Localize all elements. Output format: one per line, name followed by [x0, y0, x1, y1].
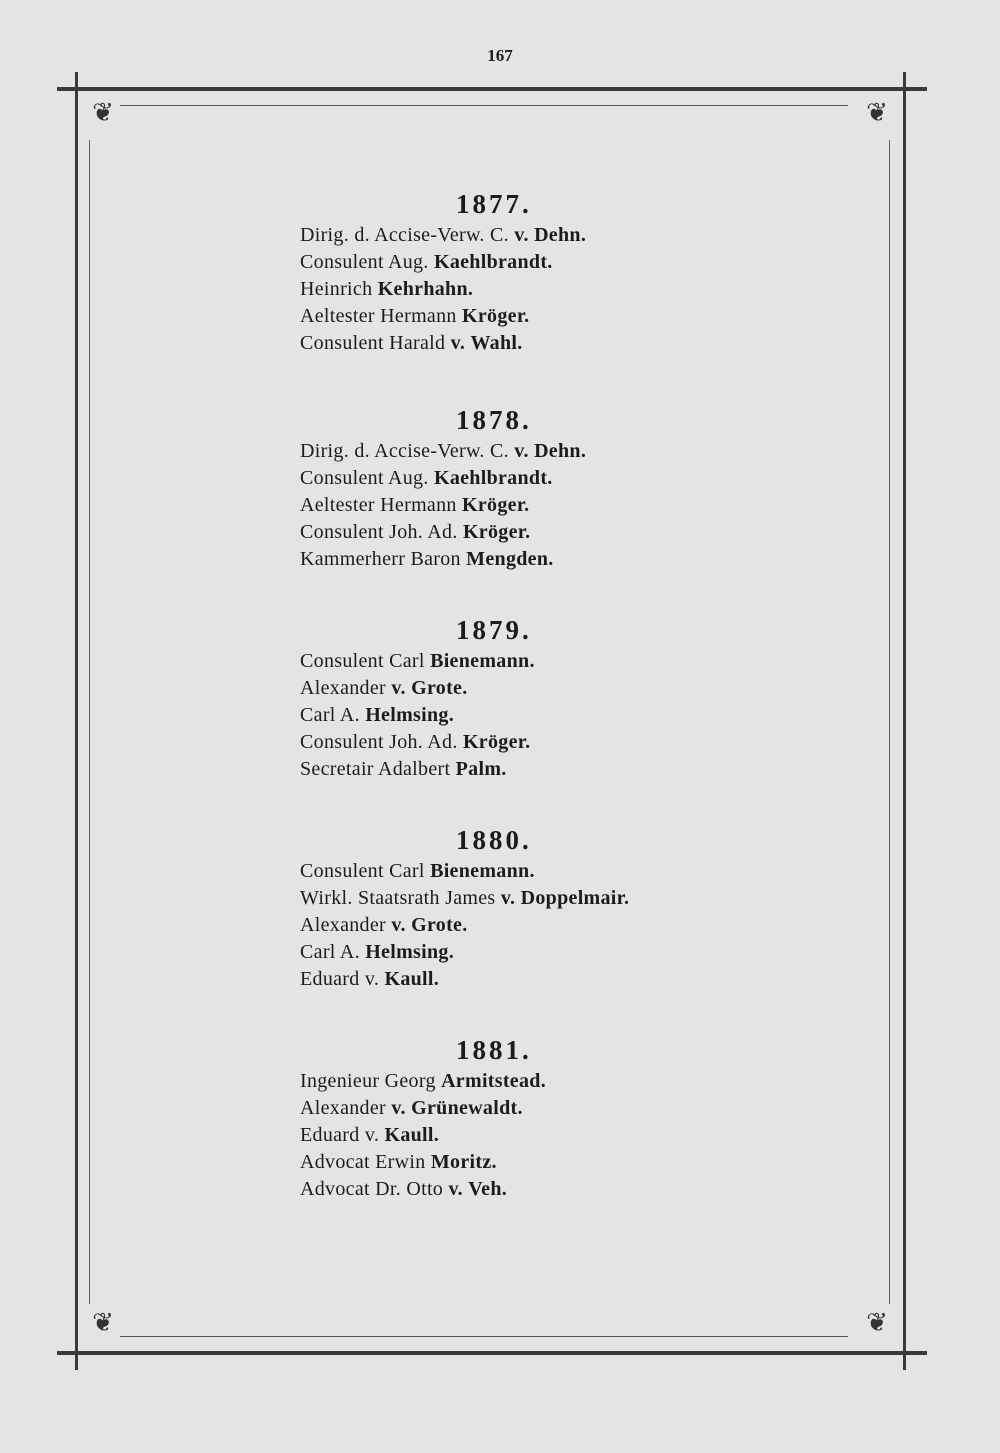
entry-prefix: Consulent Carl — [300, 860, 425, 882]
entry-prefix: Secretair Adalbert — [300, 758, 451, 780]
list-item — [300, 276, 780, 303]
entry-prefix: Dirig. d. Accise-Verw. C. — [300, 224, 509, 246]
entry-particle: v. — [391, 677, 406, 699]
list-item — [300, 492, 780, 519]
year-heading: 1881. — [456, 1035, 532, 1065]
entry-surname: Wahl. — [470, 332, 523, 354]
list-item — [300, 885, 780, 912]
entry-surname: Grote. — [411, 677, 468, 699]
entry-surname: Mengden. — [466, 548, 554, 570]
entry-prefix: Alexander — [300, 677, 386, 699]
list-item — [300, 438, 780, 465]
list-item — [300, 1095, 780, 1122]
entry-particle: v. — [500, 887, 516, 909]
list-item — [300, 939, 780, 966]
entry-particle: v. — [391, 1097, 406, 1119]
list-item — [300, 912, 780, 939]
list-item — [300, 675, 780, 702]
entry-particle: v. — [514, 440, 529, 462]
year-heading: 1880. — [456, 825, 532, 855]
entry-prefix: Consulent Joh. Ad. — [300, 521, 458, 543]
entry-surname: Helmsing. — [365, 941, 455, 963]
entry-surname: Veh. — [468, 1178, 508, 1200]
list-item — [300, 222, 780, 249]
entry-prefix: Advocat Dr. Otto — [300, 1178, 444, 1200]
list-item — [300, 1176, 780, 1203]
entry-prefix: Consulent Joh. Ad. — [300, 731, 458, 753]
year-section-1881 — [300, 1032, 780, 1203]
member-list — [300, 186, 780, 1203]
ornament-bottom-right-icon: ❦ — [866, 1308, 888, 1338]
entry-surname: Helmsing. — [365, 704, 455, 726]
entry-surname: Palm. — [455, 758, 507, 780]
page-number: 167 — [487, 46, 513, 65]
inner-bottom-rule — [120, 1336, 848, 1337]
entry-prefix: Aeltester Hermann — [300, 494, 457, 516]
entry-surname: Kröger. — [462, 521, 531, 543]
frame-bottom-rule — [57, 1351, 927, 1355]
entry-prefix: Consulent Aug. — [300, 467, 429, 489]
list-item — [300, 1149, 780, 1176]
entry-surname: Kaehlbrandt. — [433, 251, 553, 273]
year-section-1877 — [300, 186, 780, 357]
entry-particle: v. — [391, 914, 406, 936]
list-item — [300, 303, 780, 330]
entry-surname: Armitstead. — [441, 1070, 547, 1092]
entry-surname: Kaull. — [384, 1124, 440, 1146]
entry-prefix: Wirkl. Staatsrath James — [300, 887, 496, 909]
list-item — [300, 966, 780, 993]
entry-prefix: Advocat Erwin — [300, 1151, 426, 1173]
year-heading: 1878. — [456, 405, 532, 435]
entry-prefix: Consulent Carl — [300, 650, 425, 672]
list-item — [300, 546, 780, 573]
inner-top-rule — [120, 105, 848, 106]
inner-right-rule — [889, 140, 890, 1304]
entry-prefix: Consulent Harald — [300, 332, 446, 354]
year-heading: 1877. — [456, 189, 532, 219]
entry-particle: v. — [450, 332, 466, 354]
inner-left-rule — [89, 140, 90, 1304]
list-item — [300, 1068, 780, 1095]
entry-prefix: Alexander — [300, 914, 386, 936]
entry-prefix: Dirig. d. Accise-Verw. C. — [300, 440, 509, 462]
entry-prefix: Aeltester Hermann — [300, 305, 457, 327]
frame-left-rule — [75, 72, 78, 1370]
list-item — [300, 330, 780, 357]
year-heading: 1879. — [456, 615, 532, 645]
entry-particle: v. — [514, 224, 529, 246]
frame-top-rule — [57, 87, 927, 91]
ornament-bottom-left-icon: ❦ — [92, 1308, 114, 1338]
year-section-1880 — [300, 822, 780, 993]
frame-right-rule — [903, 72, 906, 1370]
entry-surname: Kröger. — [462, 305, 530, 327]
entry-prefix: Kammerherr Baron — [300, 548, 461, 570]
entry-surname: Kröger. — [462, 731, 531, 753]
entry-surname: Grote. — [411, 914, 468, 936]
list-item — [300, 465, 780, 492]
list-item — [300, 858, 780, 885]
list-item — [300, 702, 780, 729]
ornament-top-left-icon: ❦ — [92, 98, 114, 128]
entry-prefix: Eduard v. — [300, 968, 380, 990]
entry-surname: Kröger. — [462, 494, 530, 516]
entry-particle: v. — [448, 1178, 463, 1200]
entry-surname: Dehn. — [534, 440, 587, 462]
entry-surname: Kehrhahn. — [377, 278, 474, 300]
entry-prefix: Ingenieur Georg — [300, 1070, 436, 1092]
entry-surname: Dehn. — [534, 224, 587, 246]
entry-prefix: Consulent Aug. — [300, 251, 429, 273]
entry-prefix: Alexander — [300, 1097, 386, 1119]
year-section-1879 — [300, 612, 780, 783]
entry-surname: Moritz. — [430, 1151, 497, 1173]
entry-prefix: Carl A. — [300, 704, 360, 726]
entry-surname: Grünewaldt. — [411, 1097, 523, 1119]
list-item — [300, 1122, 780, 1149]
entry-surname: Bienemann. — [430, 650, 535, 672]
entry-prefix: Carl A. — [300, 941, 360, 963]
entry-surname: Kaehlbrandt. — [433, 467, 553, 489]
entry-prefix: Heinrich — [300, 278, 373, 300]
list-item — [300, 729, 780, 756]
entry-surname: Kaull. — [384, 968, 440, 990]
list-item — [300, 648, 780, 675]
entry-surname: Doppelmair. — [520, 887, 630, 909]
list-item — [300, 756, 780, 783]
list-item — [300, 249, 780, 276]
year-section-1878 — [300, 402, 780, 573]
ornament-top-right-icon: ❦ — [866, 98, 888, 128]
entry-prefix: Eduard v. — [300, 1124, 380, 1146]
list-item — [300, 519, 780, 546]
entry-surname: Bienemann. — [430, 860, 535, 882]
